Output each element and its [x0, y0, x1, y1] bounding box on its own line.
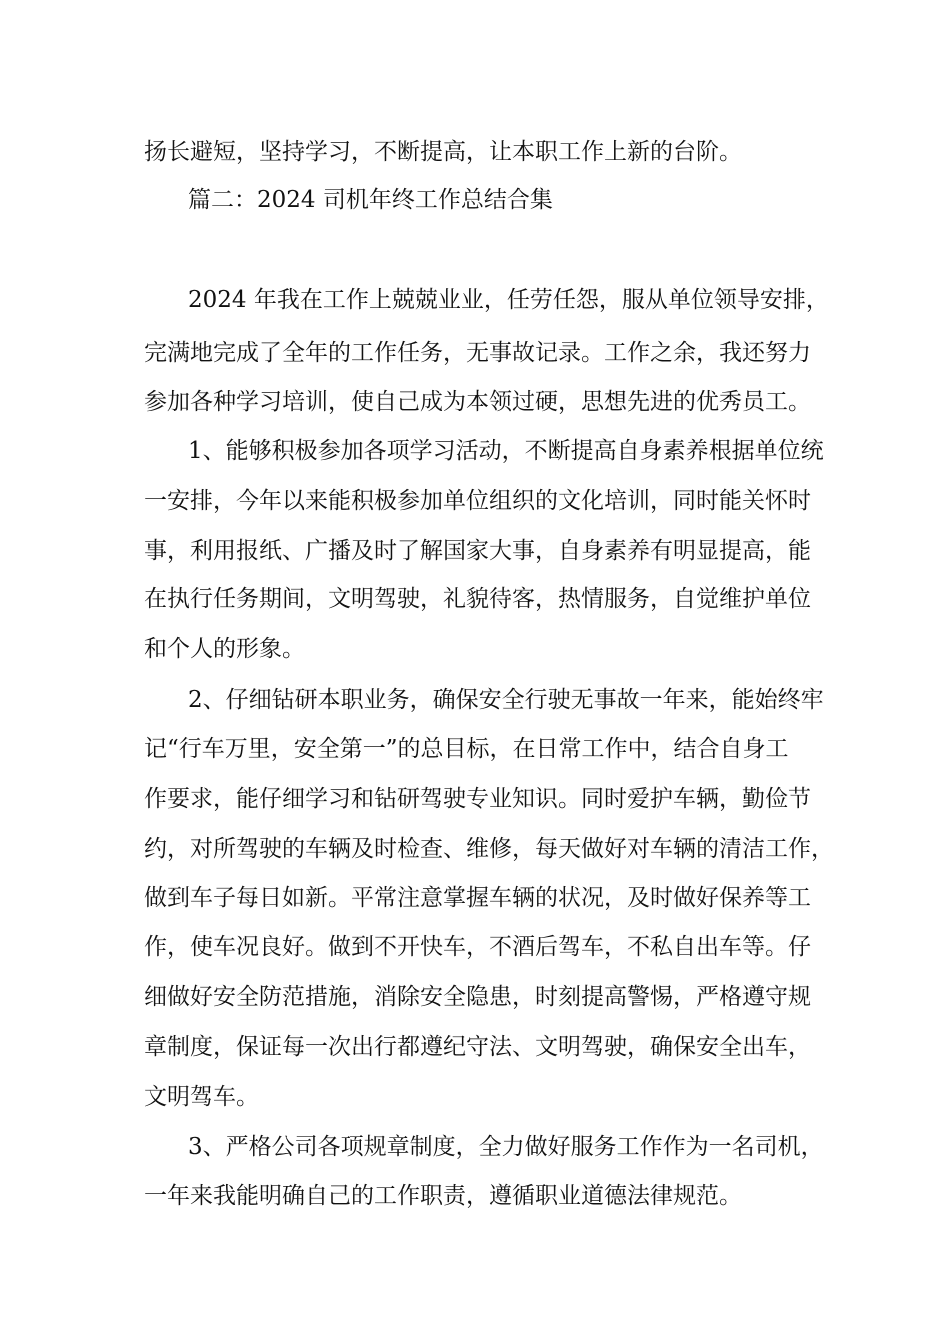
- paragraph-line: 做到车子每日如新。平常注意掌握车辆的状况，及时做好保养等工: [144, 885, 811, 911]
- paragraph-line: 在执行任务期间，文明驾驶，礼貌待客，热情服务，自觉维护单位: [144, 586, 811, 612]
- paragraph-line: 事，利用报纸、广播及时了解国家大事，自身素养有明显提高，能: [144, 538, 811, 564]
- paragraph-line: 一安排，今年以来能积极参加单位组织的文化培训，同时能关怀时: [144, 488, 811, 514]
- paragraph-line: 扬长避短，坚持学习，不断提高，让本职工作上新的台阶。: [144, 139, 742, 165]
- paragraph-line: 作，使车况良好。做到不开快车，不酒后驾车，不私自出车等。仔: [144, 934, 811, 960]
- paragraph-line: 作要求，能仔细学习和钻研驾驶专业知识。同时爱护车辆，勤俭节: [144, 786, 811, 812]
- paragraph-line: 完满地完成了全年的工作任务，无事故记录。工作之余，我还努力: [144, 340, 811, 366]
- paragraph-line: 章制度，保证每一次出行都遵纪守法、文明驾驶，确保安全出车，: [144, 1034, 811, 1060]
- paragraph-line: 2024 年我在工作上兢兢业业，任劳任怨，服从单位领导安排，: [188, 287, 829, 313]
- paragraph-line: 一年来我能明确自己的工作职责，遵循职业道德法律规范。: [144, 1183, 742, 1209]
- paragraph-line: 约，对所驾驶的车辆及时检查、维修，每天做好对车辆的清洁工作，: [144, 836, 834, 862]
- paragraph-line: 细做好安全防范措施，消除安全隐患，时刻提高警惕，严格遵守规: [144, 984, 811, 1010]
- paragraph-line: 文明驾车。: [144, 1084, 259, 1110]
- paragraph-line: 参加各种学习培训，使自己成为本领过硬，思想先进的优秀员工。: [144, 389, 811, 415]
- paragraph-line: 记“行车万里，安全第一”的总目标，在日常工作中，结合自身工: [144, 736, 789, 762]
- paragraph-line: 2、仔细钻研本职业务，确保安全行驶无事故一年来，能始终牢: [188, 687, 824, 713]
- section-heading: 篇二：2024 司机年终工作总结合集: [188, 187, 553, 213]
- paragraph-line: 和个人的形象。: [144, 636, 305, 662]
- paragraph-line: 3、严格公司各项规章制度，全力做好服务工作作为一名司机，: [188, 1134, 824, 1160]
- paragraph-line: 1、能够积极参加各项学习活动，不断提高自身素养根据单位统: [188, 438, 824, 464]
